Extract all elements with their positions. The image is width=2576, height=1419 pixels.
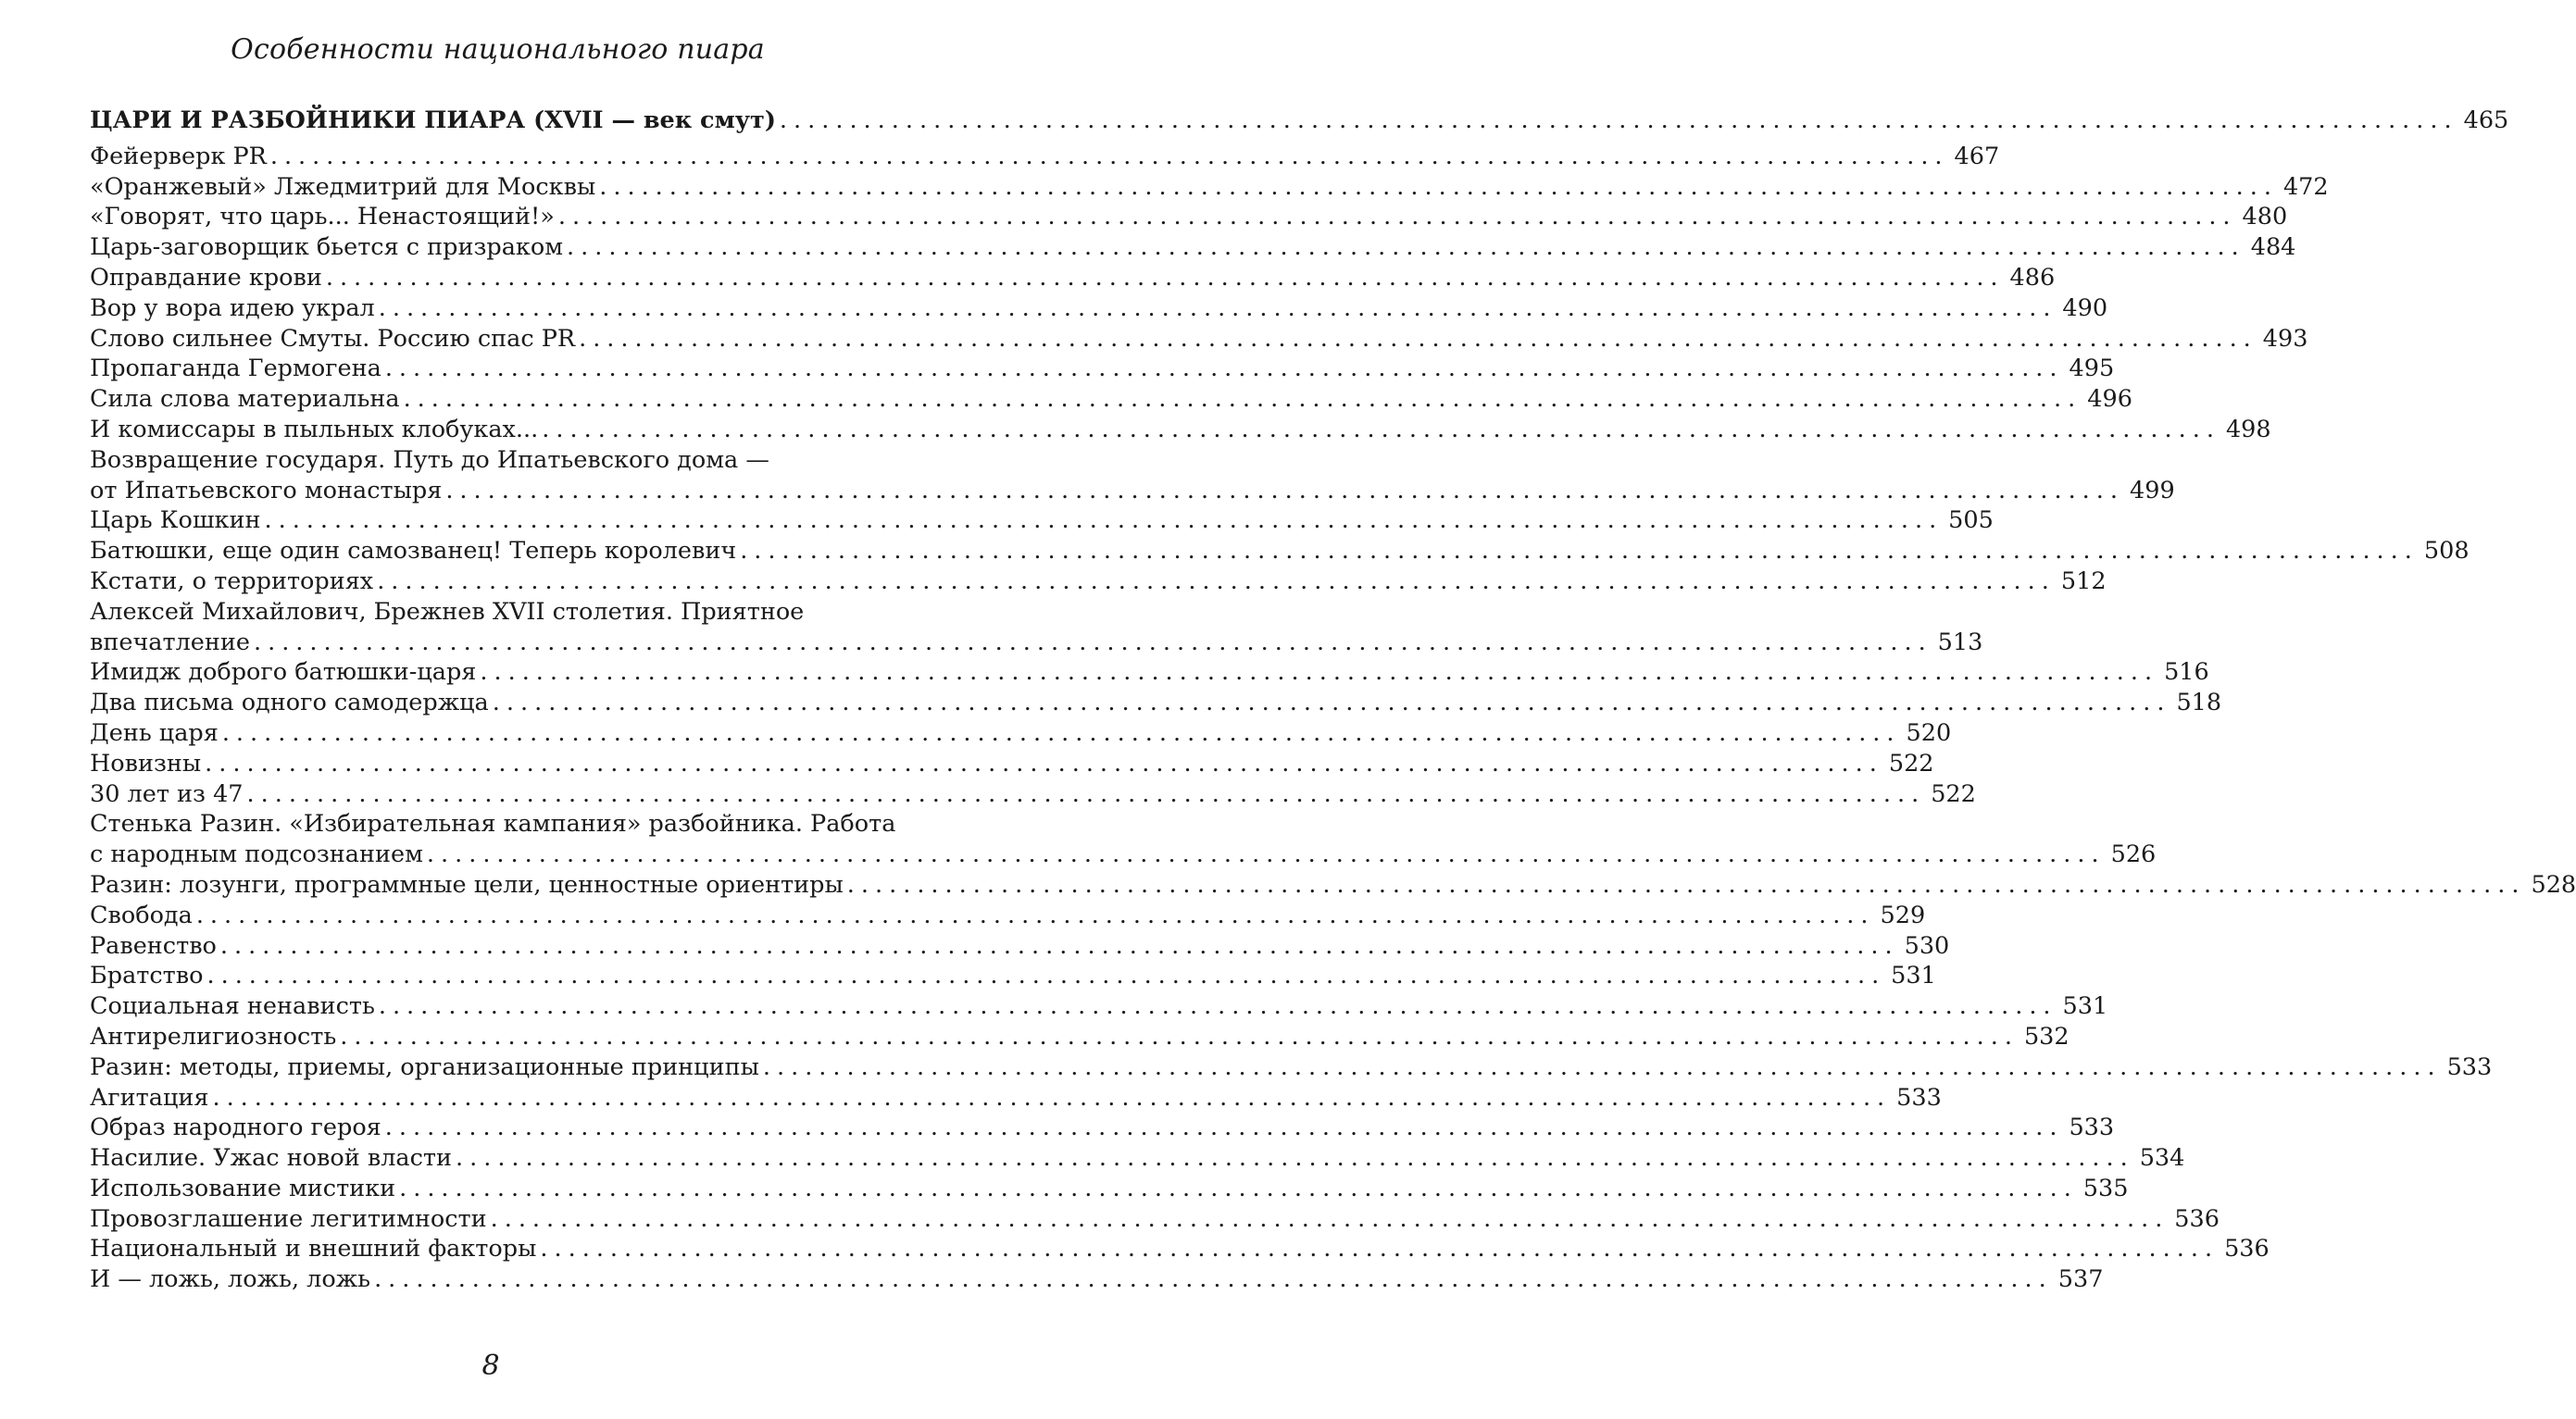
toc-entry-page: 480 [2242,203,2288,231]
toc-entry-title: 30 лет из 47 [90,779,244,808]
dot-leader: ........................................................................................................................ [403,385,2082,414]
toc-entry [90,263,2056,293]
dot-leader: ........................................................................................................................ [540,1235,2220,1263]
toc-entry [90,324,2308,355]
toc-entry-page: 495 [2069,355,2115,383]
dot-leader: ........................................................................................................................ [377,566,2056,595]
toc-entry [90,536,2470,566]
toc-entry [90,688,2222,718]
toc-entry [90,1204,2220,1235]
toc-entry-page: 486 [2009,263,2056,292]
toc-entry [90,232,2296,263]
toc-entry-title: Образ народного героя [90,1114,381,1142]
dot-leader: ........................................................................................................................ [542,415,2220,443]
toc-entry-title: Оправдание крови [90,263,322,292]
dot-leader: ........................................................................................................................ [384,1114,2064,1142]
toc-entry-title-first-line: Возвращение государя. Путь до Ипатьевского дома — [90,445,769,474]
toc-entry-page: 531 [1891,962,1936,990]
toc-entry-page: 536 [2174,1204,2220,1233]
toc-section-heading [90,106,2509,136]
dot-leader: ........................................................................................................................ [492,689,2171,717]
toc-entry-title: Антирелигиозность [90,1022,337,1051]
dot-leader: ........................................................................................................................ [384,355,2064,383]
toc-entry-page: 526 [2110,840,2157,869]
toc-entry [90,142,2000,172]
dot-leader: ........................................................................................................................ [340,1022,2019,1051]
toc-entry [90,1022,2070,1052]
toc-entry-page: 490 [2062,293,2108,322]
toc-entry-title-first-line: Алексей Михайлович, Брежнев XVII столетия. Приятное [90,597,805,626]
toc-entry-title: «Оранжевый» Лжедмитрий для Москвы [90,172,596,201]
toc-entry [90,293,2108,324]
toc-entry-page: 499 [2130,476,2175,504]
toc-entry [90,566,2107,597]
dot-leader: ........................................................................................................................ [269,142,1949,170]
toc-entry-page: 520 [1906,718,1952,747]
toc-entry-page: 536 [2224,1235,2270,1263]
toc-entry-title: И — ложь, ложь, ложь [90,1265,371,1294]
dot-leader: ........................................................................................................................ [445,476,2124,504]
toc-entry-title: Разин: методы, приемы, организационные принципы [90,1052,759,1081]
toc-entry-title: Социальная ненависть [90,992,375,1021]
toc-entry-title: Батюшки, еще один самозванец! Теперь королевич [90,537,737,566]
dot-leader: ........................................................................................................................ [378,293,2057,322]
dot-leader: ........................................................................................................................ [221,718,1901,747]
toc-entry-title: Фейерверк PR [90,142,267,170]
toc-entry-title: Национальный и внешний факторы [90,1235,537,1263]
toc-entry-title: Свобода [90,901,193,929]
toc-entry-title: Имидж доброго батюшки-царя [90,658,477,687]
dot-leader: ........................................................................................................................ [246,779,1926,808]
toc-entry-title: Новизны [90,749,202,778]
toc-entry-page: 484 [2250,233,2296,262]
toc-entry-page: 516 [2164,658,2209,687]
dot-leader: ........................................................................................................................ [253,628,1932,656]
dot-leader: ........................................................................................................................ [264,506,1944,535]
toc-entry-title: Вор у вора идею украл [90,293,375,322]
dot-leader: ........................................................................................................................ [740,537,2419,566]
dot-leader: ........................................................................................................................ [557,203,2237,231]
toc-entry-title: И комиссары в пыльных клобуках... [90,415,539,443]
toc-entry-page: 472 [2282,172,2329,201]
dot-leader: ........................................................................................................................ [762,1052,2442,1081]
table-of-contents [90,106,2576,1295]
toc-entry-page: 533 [1896,1083,1942,1112]
toc-section-page: 465 [2463,106,2509,134]
toc-entry-title: День царя [90,718,219,747]
toc-entry [90,718,1952,749]
toc-entry-title: Кстати, о территориях [90,566,374,595]
toc-entry-title: Царь-заговорщик бьется с призраком [90,233,564,262]
toc-entry-page: 493 [2262,324,2308,353]
running-header: Особенности национального пиара [231,33,765,66]
toc-entry [90,1234,2270,1264]
toc-entry-page: 512 [2060,566,2107,595]
toc-entry [90,1264,2104,1295]
toc-entry-page: 533 [2446,1052,2493,1081]
toc-entry-title: с народным подсознанием [90,840,423,869]
toc-entry-page: 530 [1904,931,1950,960]
toc-entry [90,172,2329,203]
toc-entry-title: Насилие. Ужас новой власти [90,1144,452,1173]
page-number: 8 [481,1350,500,1382]
toc-entry-page: 533 [2069,1114,2115,1142]
toc-entry [90,354,2115,384]
dot-leader: ........................................................................................................................ [374,1265,2053,1294]
toc-entry [90,505,1994,536]
toc-entry [90,445,2175,506]
dot-leader: ........................................................................................................................ [567,233,2245,262]
toc-entry [90,1174,2129,1204]
dot-leader: ........................................................................................................................ [206,962,1886,990]
dot-leader: ........................................................................................................................ [378,992,2057,1021]
toc-entry-page: 518 [2176,689,2222,717]
toc-entry-page: 505 [1948,506,1994,535]
toc-entry-page: 537 [2057,1265,2104,1294]
toc-section-title: ЦАРИ И РАЗБОЙНИКИ ПИАРА (XVII — век смут) [90,106,776,134]
toc-entry-title: от Ипатьевского монастыря [90,476,443,504]
toc-entry-page: 532 [2023,1022,2070,1051]
toc-entry-title: Равенство [90,931,217,960]
toc-entry [90,991,2108,1022]
toc-entry-title: впечатление [90,628,250,656]
toc-entry [90,1052,2493,1083]
toc-entry [90,809,2157,870]
toc-entry [90,1113,2115,1143]
toc-entry-title: Сила слова материальна [90,385,400,414]
dot-leader: ........................................................................................................................ [490,1204,2170,1233]
toc-entry-page: 522 [1888,749,1934,778]
toc-entry [90,657,2209,688]
toc-entry [90,384,2132,415]
toc-entry-title: «Говорят, что царь... Ненастоящий!» [90,203,555,231]
toc-entry-page: 498 [2225,415,2271,443]
toc-entry-title: Использование мистики [90,1174,396,1202]
dot-leader: ........................................................................................................................ [212,1083,1892,1112]
toc-entry-title: Пропаганда Гермогена [90,355,381,383]
dot-leader: ........................................................................................................................ [480,658,2159,687]
toc-entry-page: 534 [2139,1144,2185,1173]
dot-leader: ........................................................................................................................ [195,901,1875,929]
toc-entry [90,1143,2185,1174]
dot-leader: ........................................................................................................................ [325,263,2005,292]
dot-leader: ........................................................................................................................ [426,840,2106,869]
dot-leader: ........................................................................................................................ [219,931,1899,960]
toc-entry [90,901,1926,931]
toc-entry-page: 508 [2423,537,2470,566]
toc-entry-page: 522 [1931,779,1976,808]
toc-entry-page: 496 [2087,385,2132,414]
toc-entry-page: 531 [2062,992,2108,1021]
toc-entry-page: 513 [1937,628,1983,656]
dot-leader: ........................................................................................................................ [579,324,2257,353]
dot-leader: ........................................................................................................................ [399,1174,2078,1202]
toc-entry-page: 535 [2082,1174,2129,1202]
toc-entry-title: Слово сильнее Смуты. Россию спас PR [90,324,576,353]
toc-entry-title: Провозглашение легитимности [90,1204,487,1233]
toc-entry-title: Разин: лозунги, программные цели, ценностные ориентиры [90,870,844,899]
toc-entry [90,931,1950,962]
toc-entry [90,749,1934,779]
toc-entry [90,202,2288,232]
toc-entry [90,779,1976,810]
dot-leader: ........................................................................................................................ [779,106,2458,134]
toc-entry-title-first-line: Стенька Разин. «Избирательная кампания» разбойника. Работа [90,810,896,839]
toc-entry-title: Братство [90,962,204,990]
toc-entry-title: Царь Кошкин [90,506,261,535]
toc-entry [90,1083,1942,1114]
dot-leader: ........................................................................................................................ [846,870,2526,899]
toc-entry [90,597,1983,658]
toc-entry-page: 529 [1880,901,1926,929]
dot-leader: ........................................................................................................................ [456,1144,2134,1173]
toc-entry-page: 528 [2531,870,2576,899]
toc-entry [90,870,2576,901]
toc-entry [90,415,2271,445]
toc-entry [90,961,1936,991]
toc-entry-page: 467 [1954,142,2000,170]
dot-leader: ........................................................................................................................ [599,172,2278,201]
dot-leader: ........................................................................................................................ [205,749,1883,778]
toc-entry-title: Два письма одного самодержца [90,689,489,717]
toc-entry-title: Агитация [90,1083,209,1112]
